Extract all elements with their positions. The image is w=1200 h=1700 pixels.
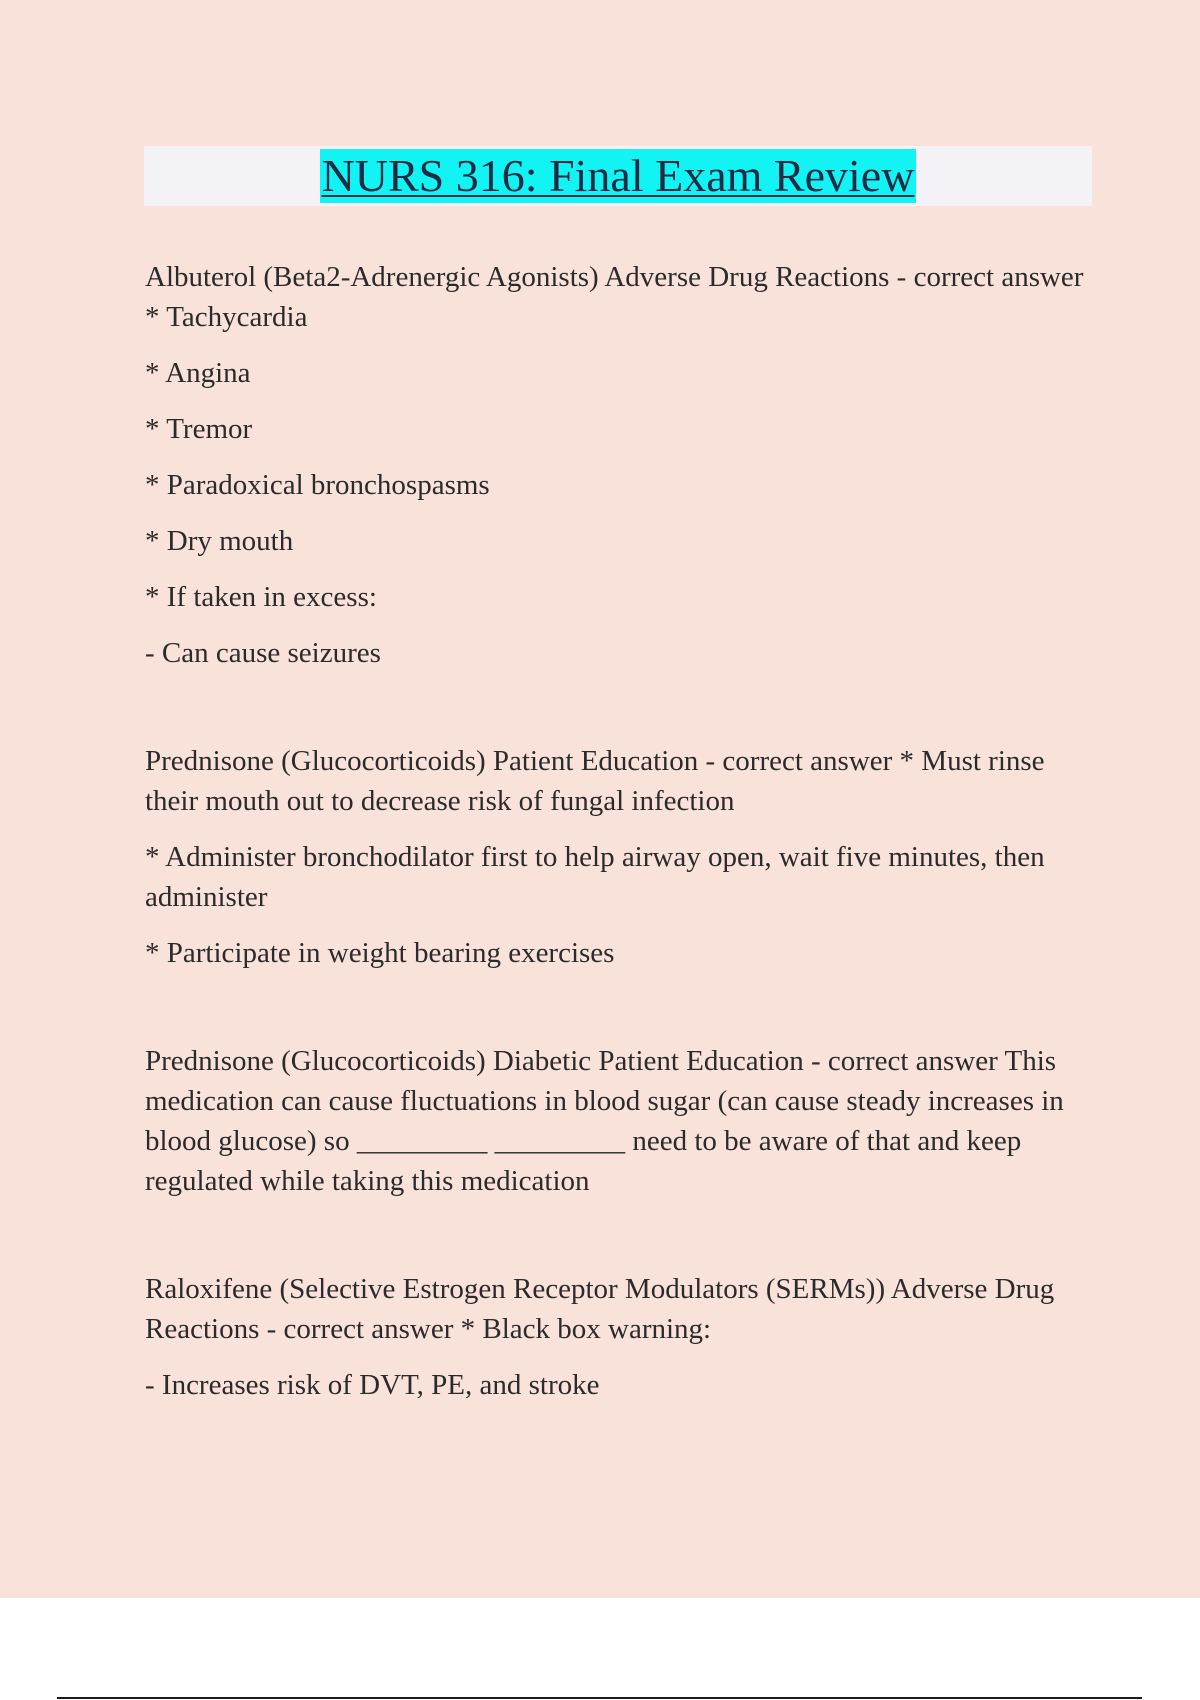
review-entry-albuterol [145, 257, 1085, 673]
entry-line: * Angina [145, 357, 251, 389]
review-entry-prednisone-education [145, 741, 1085, 973]
entry-question: Raloxifene (Selective Estrogen Receptor Modulators (SERMs)) Adverse Drug Reactions - correct answer * Black box warning: [145, 1273, 1055, 1345]
entry-question: Albuterol (Beta2-Adrenergic Agonists) Adverse Drug Reactions - correct answer * Tachycardia [145, 261, 1084, 333]
review-entry-raloxifene [145, 1269, 1085, 1405]
entry-line: - Can cause seizures [145, 637, 381, 669]
entry-question: Prednisone (Glucocorticoids) Diabetic Patient Education - correct answer This medication can cause fluctuations in blood sugar (can cause steady increases in blood glucose) so _________ _________ need to be aware of that and keep regulated while taking this medication [145, 1045, 1064, 1197]
entry-line: * Tremor [145, 413, 253, 445]
entry-line: * Paradoxical bronchospasms [145, 469, 490, 501]
review-entry-prednisone-diabetic [145, 1041, 1085, 1201]
entry-line: * Participate in weight bearing exercises [145, 937, 615, 969]
entry-line: * If taken in excess: [145, 581, 377, 613]
title-bar [144, 146, 1092, 206]
entry-line: - Increases risk of DVT, PE, and stroke [145, 1369, 600, 1401]
entry-question: Prednisone (Glucocorticoids) Patient Education - correct answer * Must rinse their mouth out to decrease risk of fungal infection [145, 745, 1045, 817]
footer-divider [57, 1697, 1142, 1699]
entry-line: * Dry mouth [145, 525, 294, 557]
page-title: NURS 316: Final Exam Review [321, 150, 915, 201]
review-content [145, 257, 1085, 1405]
entry-line: * Administer bronchodilator first to help airway open, wait five minutes, then administer [145, 841, 1045, 913]
